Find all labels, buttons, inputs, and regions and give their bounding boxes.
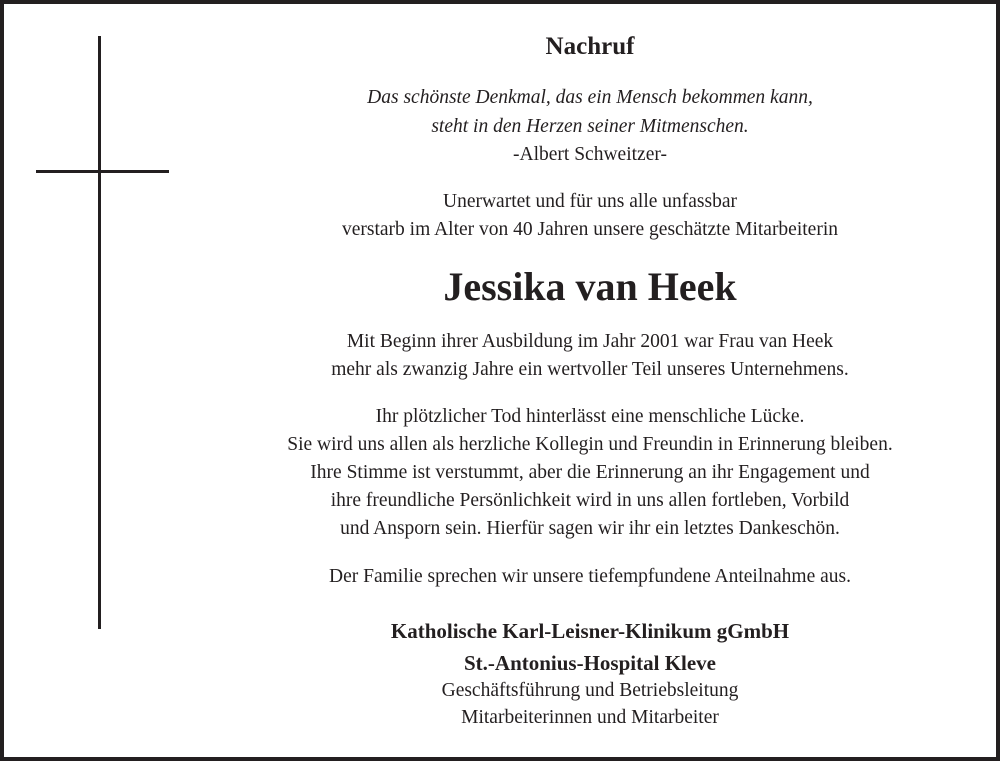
intro-line: Unerwartet und für uns alle unfassbar	[442, 191, 738, 212]
text-line: ihre freundliche Persönlichkeit wird in uns allen fortleben, Vorbild	[330, 490, 850, 511]
text-line: Ihr plötzlicher Tod hinterlässt eine menschliche Lücke.	[375, 406, 805, 427]
quote-line: Das schönste Denkmal, das ein Mensch bekommen kann,	[367, 87, 813, 108]
text-line: Ihre Stimme ist verstummt, aber die Erinnerung an ihr Engagement und	[310, 462, 870, 483]
signature-org: Katholische Karl-Leisner-Klinikum gGmbH	[390, 619, 790, 643]
text-line: mehr als zwanzig Jahre ein wertvoller Teil unseres Unternehmens.	[331, 359, 849, 380]
text-line: Der Familie sprechen wir unsere tiefempfundene Anteilnahme aus.	[329, 566, 851, 587]
intro-line: verstarb im Alter von 40 Jahren unsere geschätzte Mitarbeiterin	[342, 219, 838, 240]
text-line: Sie wird uns allen als herzliche Kollegin und Freundin in Erinnerung bleiben.	[287, 434, 893, 455]
signature-line: Mitarbeiterinnen und Mitarbeiter	[461, 707, 719, 728]
deceased-name: Jessika van Heek	[443, 264, 737, 309]
cross-icon-horizontal	[36, 170, 169, 173]
quote-author: -Albert Schweitzer-	[513, 144, 667, 165]
text-line: Mit Beginn ihrer Ausbildung im Jahr 2001 war Frau van Heek	[346, 331, 834, 352]
cross-icon-vertical	[98, 36, 101, 629]
text-line: und Ansporn sein. Hierfür sagen wir ihr ein letztes Dankeschön.	[340, 518, 840, 539]
title: Nachruf	[545, 33, 635, 60]
signature-line: Geschäftsführung und Betriebsleitung	[441, 680, 739, 701]
quote-line: steht in den Herzen seiner Mitmenschen.	[431, 116, 749, 137]
signature-hospital: St.-Antonius-Hospital Kleve	[463, 651, 717, 675]
